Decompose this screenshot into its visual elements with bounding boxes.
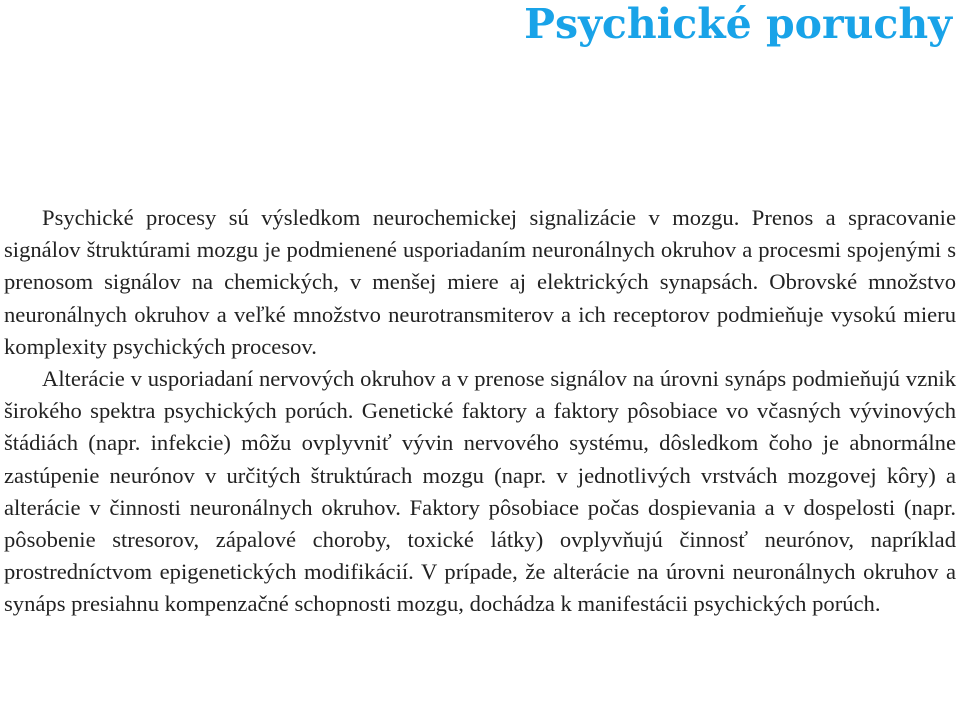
page-title: Psychické poruchy — [524, 0, 952, 48]
paragraph-2: Alterácie v usporiadaní nervových okruhov a v prenose signálov na úrovni synáps podmieňujú vznik širokého spektra psychických porúch. Genetické faktory a faktory pôsobiace vo včasných vývinových štádiách (napr. infekcie) môžu ovplyvniť vývin nervového systému, dôsledkom čoho je abnormálne zastúpenie neurónov v určitých štruktúrach mozgu (napr. v jednotlivých vrstvách mozgovej kôry) a alterácie v činnosti neuronálnych okruhov. Faktory pôsobiace počas dospievania a v dospelosti (napr. pôsobenie stresorov, zápalové choroby, toxické látky) ovplyvňujú činnosť neurónov, napríklad prostredníctvom epigenetických modifikácií. V prípade, že alterácie na úrovni neuronálnych okruhov a synáps presiahnu kompenzačné schopnosti mozgu, dochádza k manifestácii psychických porúch. — [4, 366, 956, 617]
paragraph-1: Psychické procesy sú výsledkom neurochemickej signalizácie v mozgu. Prenos a spracovanie signálov štruktúrami mozgu je podmienené usporiadaním neuronálnych okruhov a procesmi spojenými s prenosom signálov na chemických, v menšej miere aj elektrických synapsách. Obrovské množstvo neuronálnych okruhov a veľké množstvo neurotransmiterov a ich receptorov podmieňuje vysokú mieru komplexity psychických procesov. — [4, 205, 956, 359]
document-body — [4, 202, 956, 621]
